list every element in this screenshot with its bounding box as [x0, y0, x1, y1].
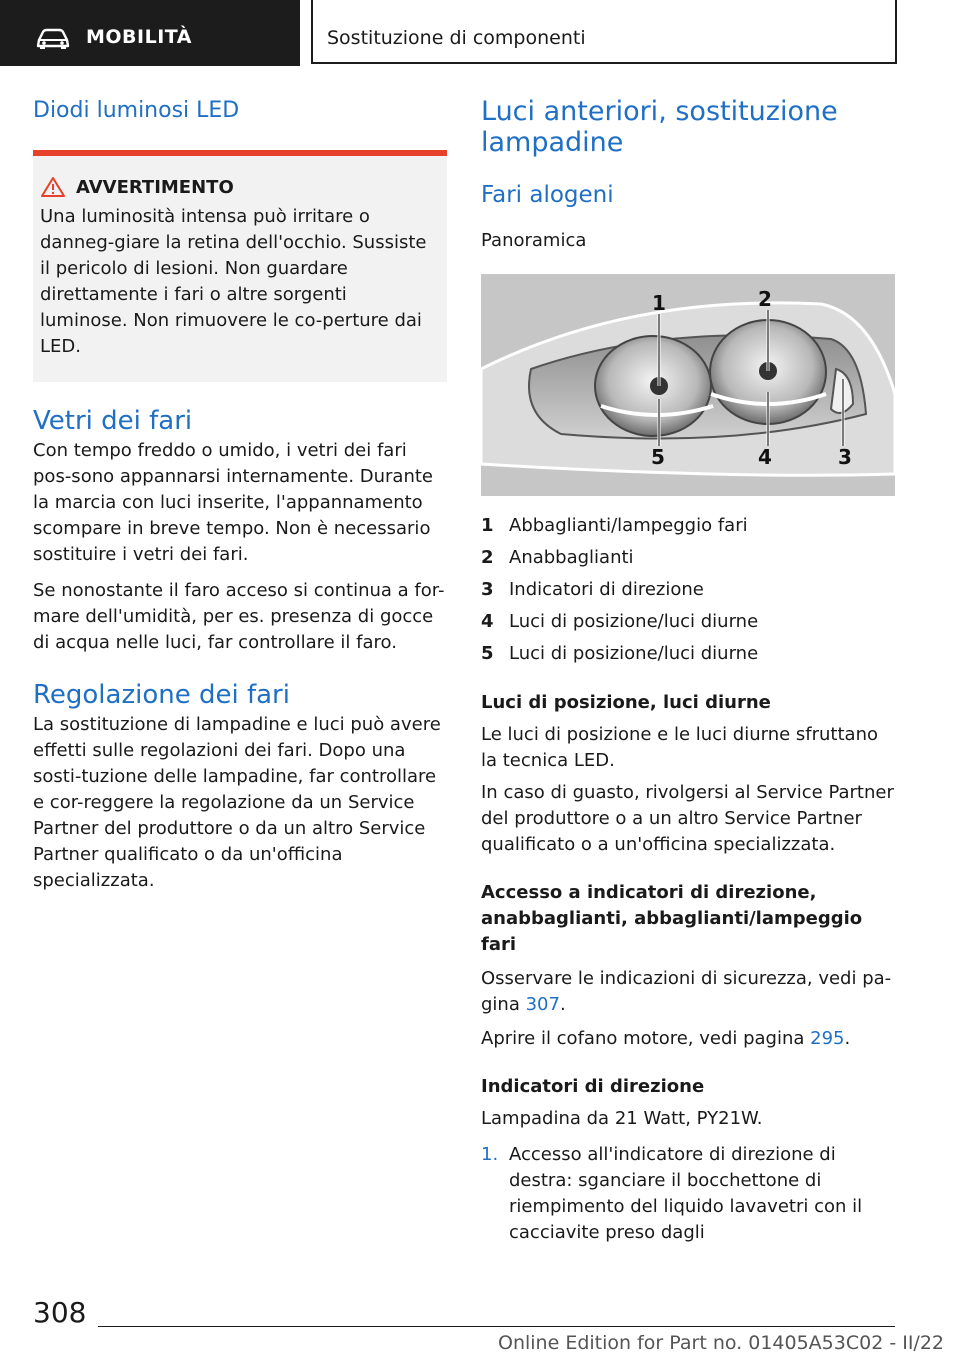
- access-p1-period: .: [559, 994, 566, 1015]
- legend-text: Luci di posizione/luci diurne: [509, 643, 759, 664]
- adjust-paragraph: La sostituzione di lampadine e luci può avere effetti sulle regolazioni dei fari. Dopo una sosti-tuzione delle lampadine, far controllare e cor-reggere la regolazione da un Service Partner del produttore o da un altro Service Partner qualificato o da un'officina specializzata.: [33, 714, 441, 891]
- turn-signal-heading: Indicatori di direzione: [481, 1076, 705, 1097]
- legend-number: 5: [481, 643, 494, 664]
- callout-2: 2: [758, 287, 772, 311]
- page-number: 308: [33, 1296, 87, 1329]
- section-header: [0, 0, 300, 66]
- page-link-295[interactable]: 295: [810, 1028, 845, 1049]
- glass-heading: Vetri dei fari: [33, 406, 193, 436]
- glass-paragraph-1: Con tempo freddo o umido, i vetri dei fari pos-sono appannarsi internamente. Durante la marcia con luci inserite, l'appannamento scompare in breve tempo. Non è necessario sostituire i vetri dei fari.: [33, 440, 433, 565]
- adjust-heading: Regolazione dei fari: [33, 680, 290, 710]
- main-heading: Luci anteriori, sostituzione lampadine: [481, 96, 838, 158]
- callout-1: 1: [652, 291, 666, 315]
- legend-text: Luci di posizione/luci diurne: [509, 611, 759, 632]
- overview-label: Panoramica: [481, 230, 587, 251]
- step-item: [481, 1142, 895, 1246]
- position-lights-paragraph-1: Le luci di posizione e le luci diurne sfruttano la tecnica LED.: [481, 724, 879, 771]
- position-lights-heading: Luci di posizione, luci diurne: [481, 692, 771, 713]
- left-column: [33, 96, 447, 894]
- access-paragraph-2: [481, 1026, 895, 1052]
- section-title: MOBILITÀ: [86, 26, 192, 48]
- headlight-figure: [481, 274, 895, 496]
- legend-number: 3: [481, 579, 494, 600]
- legend-number: 4: [481, 611, 494, 632]
- access-p1-text: Osservare le indicazioni di sicurezza, vedi pa-gina: [481, 968, 892, 1015]
- headlight-illustration: [481, 274, 895, 496]
- access-p2-period: .: [844, 1028, 851, 1049]
- callout-5: 5: [651, 445, 665, 469]
- step-number: 1.: [481, 1144, 499, 1165]
- legend-item: [481, 638, 895, 670]
- right-column: [481, 96, 895, 1246]
- access-heading: Accesso a indicatori di direzione, anabbaglianti, abbaglianti/lampeggio fari: [481, 882, 863, 955]
- step-text: Accesso all'indicatore di direzione di destra: sganciare il bocchettone di riempimento del liquido lavavetri con il cacciavite preso dagli: [509, 1144, 863, 1243]
- legend-item: [481, 606, 895, 638]
- car-icon: [36, 28, 70, 50]
- warning-title-row: [40, 176, 440, 198]
- legend-item: [481, 510, 895, 542]
- legend-item: [481, 542, 895, 574]
- access-p2-text: Aprire il cofano motore, vedi pagina: [481, 1028, 811, 1049]
- led-heading: Diodi luminosi LED: [33, 98, 240, 123]
- legend-number: 2: [481, 547, 494, 568]
- callout-4: 4: [758, 445, 772, 469]
- warning-triangle-icon: [40, 176, 66, 198]
- turn-signal-paragraph: Lampadina da 21 Watt, PY21W.: [481, 1108, 763, 1129]
- chapter-title: Sostituzione di componenti: [327, 27, 586, 49]
- glass-paragraph-2: Se nonostante il faro acceso si continua a for-mare dell'umidità, per es. presenza di gocce di acqua nelle luci, far controllare il faro.: [33, 580, 445, 653]
- edition-note: Online Edition for Part no. 01405A53C02 - II/22: [498, 1332, 945, 1354]
- legend-list: [481, 510, 895, 670]
- warning-text: Una luminosità intensa può irritare o danneg-giare la retina dell'occhio. Sussiste il pericolo di lesioni. Non guardare direttamente i fari o altre sorgenti luminose. Non rimuovere le co-perture dai LED.: [40, 206, 427, 357]
- legend-text: Abbaglianti/lampeggio fari: [509, 515, 748, 536]
- warning-title: AVVERTIMENTO: [76, 176, 234, 198]
- legend-text: Anabbaglianti: [509, 547, 634, 568]
- footer-rule: [98, 1326, 895, 1327]
- halogen-heading: Fari alogeni: [481, 182, 614, 208]
- position-lights-paragraph-2: In caso di guasto, rivolgersi al Service Partner del produttore o a un altro Service Partner qualificato o a un'officina specializzata.: [481, 782, 894, 855]
- access-paragraph-1: [481, 966, 895, 1018]
- legend-item: [481, 574, 895, 606]
- warning-box: [33, 156, 447, 382]
- callout-3: 3: [838, 445, 852, 469]
- chapter-header: [311, 0, 897, 64]
- legend-text: Indicatori di direzione: [509, 579, 704, 600]
- page-link-307[interactable]: 307: [525, 994, 560, 1015]
- legend-number: 1: [481, 515, 494, 536]
